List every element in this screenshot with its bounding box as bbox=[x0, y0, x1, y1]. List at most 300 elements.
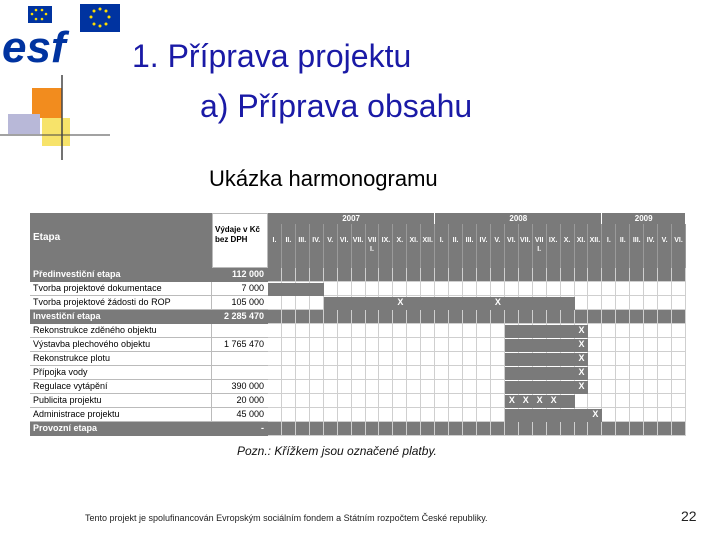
grid-cell bbox=[588, 338, 602, 352]
grid-cell bbox=[338, 380, 352, 394]
grid-cell bbox=[407, 366, 421, 380]
grid-cell bbox=[352, 380, 366, 394]
grid-cell bbox=[352, 324, 366, 338]
grid-cell bbox=[449, 394, 463, 408]
grid-cell bbox=[435, 380, 449, 394]
grid-cell bbox=[477, 352, 491, 366]
grid-cell bbox=[630, 282, 644, 296]
grid-cell bbox=[379, 338, 393, 352]
grid-cell bbox=[296, 380, 310, 394]
esf-eu-logo bbox=[0, 0, 125, 70]
grid-cell bbox=[477, 310, 491, 324]
grid-cell bbox=[407, 324, 421, 338]
grid-cell bbox=[435, 282, 449, 296]
month-header: III. bbox=[630, 224, 644, 268]
grid-cell bbox=[547, 422, 561, 436]
grid-cell bbox=[282, 268, 296, 282]
grid-cell bbox=[672, 310, 686, 324]
grid-cell bbox=[268, 268, 282, 282]
grid-cell bbox=[352, 352, 366, 366]
month-header: II. bbox=[616, 224, 630, 268]
grid-cell bbox=[379, 310, 393, 324]
grid-cell bbox=[449, 422, 463, 436]
grid-cell bbox=[282, 408, 296, 422]
stage-row-label: Investiční etapa bbox=[30, 310, 212, 324]
grid-cell bbox=[282, 338, 296, 352]
grid-cell bbox=[366, 394, 380, 408]
month-header: VI. bbox=[672, 224, 686, 268]
grid-cell bbox=[491, 394, 505, 408]
grid-cell bbox=[575, 422, 589, 436]
grid-cell bbox=[310, 380, 324, 394]
grid-cell bbox=[393, 352, 407, 366]
grid-cell bbox=[268, 352, 282, 366]
grid-cell bbox=[658, 310, 672, 324]
grid-cell bbox=[616, 352, 630, 366]
grid-cell bbox=[602, 408, 616, 422]
grid-cell bbox=[505, 310, 519, 324]
grid-cell bbox=[366, 352, 380, 366]
month-header: X. bbox=[561, 224, 575, 268]
grid-cell bbox=[561, 282, 575, 296]
grid-cell bbox=[407, 422, 421, 436]
month-header: XI. bbox=[575, 224, 589, 268]
stage-row-label: Provozní etapa bbox=[30, 422, 212, 436]
grid-cell bbox=[672, 282, 686, 296]
grid-cell bbox=[463, 324, 477, 338]
activity-bar bbox=[268, 283, 324, 296]
grid-cell bbox=[407, 394, 421, 408]
grid-cell bbox=[352, 394, 366, 408]
grid-cell bbox=[435, 310, 449, 324]
grid-cell bbox=[630, 324, 644, 338]
grid-cell bbox=[644, 408, 658, 422]
grid-cell bbox=[282, 352, 296, 366]
grid-cell bbox=[310, 338, 324, 352]
grid-cell bbox=[491, 380, 505, 394]
grid-cell bbox=[672, 380, 686, 394]
month-header: VII. bbox=[352, 224, 366, 268]
grid-cell bbox=[588, 352, 602, 366]
grid-cell bbox=[519, 310, 533, 324]
grid-cell bbox=[588, 324, 602, 338]
grid-cell bbox=[477, 338, 491, 352]
grid-cell bbox=[463, 380, 477, 394]
item-row-label: Regulace vytápění bbox=[30, 380, 212, 394]
grid-cell bbox=[449, 282, 463, 296]
grid-cell bbox=[547, 282, 561, 296]
grid-cell bbox=[366, 282, 380, 296]
grid-cell bbox=[366, 422, 380, 436]
grid-cell bbox=[449, 352, 463, 366]
grid-cell bbox=[324, 282, 338, 296]
item-row-label: Výstavba plechového objektu bbox=[30, 338, 212, 352]
grid-cell bbox=[630, 394, 644, 408]
grid-cell bbox=[672, 296, 686, 310]
grid-cell bbox=[310, 366, 324, 380]
grid-cell bbox=[477, 394, 491, 408]
grid-cell bbox=[575, 310, 589, 324]
grid-cell bbox=[588, 366, 602, 380]
grid-cell bbox=[268, 394, 282, 408]
grid-cell bbox=[602, 324, 616, 338]
grid-cell bbox=[463, 366, 477, 380]
grid-cell bbox=[449, 380, 463, 394]
grid-cell bbox=[407, 408, 421, 422]
grid-cell bbox=[644, 366, 658, 380]
grid-cell bbox=[491, 310, 505, 324]
payment-mark: X bbox=[578, 353, 585, 363]
grid-cell bbox=[616, 408, 630, 422]
month-header: XII. bbox=[588, 224, 602, 268]
grid-cell bbox=[672, 408, 686, 422]
grid-cell bbox=[658, 296, 672, 310]
grid-cell bbox=[421, 310, 435, 324]
grid-cell bbox=[533, 268, 547, 282]
payment-mark: X bbox=[508, 395, 515, 405]
grid-cell bbox=[435, 394, 449, 408]
grid-cell bbox=[366, 366, 380, 380]
grid-cell bbox=[393, 380, 407, 394]
grid-cell bbox=[310, 408, 324, 422]
month-header: V. bbox=[324, 224, 338, 268]
grid-cell bbox=[324, 380, 338, 394]
month-header: IV. bbox=[477, 224, 491, 268]
grid-cell bbox=[379, 394, 393, 408]
grid-cell bbox=[561, 422, 575, 436]
grid-cell bbox=[324, 394, 338, 408]
grid-cell bbox=[352, 408, 366, 422]
grid-cell bbox=[379, 268, 393, 282]
month-header: IX. bbox=[547, 224, 561, 268]
grid-cell bbox=[435, 324, 449, 338]
grid-cell bbox=[379, 352, 393, 366]
stage-row-cost: 112 000 bbox=[212, 268, 268, 282]
grid-cell bbox=[477, 268, 491, 282]
grid-cell bbox=[644, 422, 658, 436]
grid-cell bbox=[338, 366, 352, 380]
grid-cell bbox=[268, 310, 282, 324]
grid-cell bbox=[463, 394, 477, 408]
grid-cell bbox=[352, 422, 366, 436]
grid-cell bbox=[658, 366, 672, 380]
grid-cell bbox=[282, 422, 296, 436]
payment-mark: X bbox=[578, 395, 585, 405]
grid-cell bbox=[533, 422, 547, 436]
grid-cell bbox=[324, 408, 338, 422]
payment-mark: X bbox=[592, 409, 599, 419]
grid-cell bbox=[421, 422, 435, 436]
grid-cell bbox=[310, 296, 324, 310]
month-header: V. bbox=[658, 224, 672, 268]
month-header: III. bbox=[463, 224, 477, 268]
grid-cell bbox=[491, 338, 505, 352]
grid-cell bbox=[352, 282, 366, 296]
grid-cell bbox=[310, 422, 324, 436]
grid-cell bbox=[366, 408, 380, 422]
grid-cell bbox=[449, 324, 463, 338]
grid-cell bbox=[449, 408, 463, 422]
grid-cell bbox=[616, 296, 630, 310]
grid-cell bbox=[519, 422, 533, 436]
page-number: 22 bbox=[681, 508, 697, 524]
year-header-2008: 2008 bbox=[435, 213, 602, 224]
grid-cell bbox=[338, 352, 352, 366]
grid-cell bbox=[658, 408, 672, 422]
grid-cell bbox=[310, 268, 324, 282]
grid-cell bbox=[379, 324, 393, 338]
grid-cell bbox=[630, 338, 644, 352]
grid-cell bbox=[616, 324, 630, 338]
payment-mark: X bbox=[578, 339, 585, 349]
grid-cell bbox=[561, 310, 575, 324]
grid-cell bbox=[672, 338, 686, 352]
month-header: IV. bbox=[644, 224, 658, 268]
stage-row-cost: 2 285 470 bbox=[212, 310, 268, 324]
payment-mark: X bbox=[522, 395, 529, 405]
cost-header-label: Výdaje v Kč bez DPH bbox=[215, 225, 260, 244]
grid-cell bbox=[310, 394, 324, 408]
grid-cell bbox=[379, 366, 393, 380]
grid-cell bbox=[268, 366, 282, 380]
grid-cell bbox=[588, 268, 602, 282]
grid-cell bbox=[407, 310, 421, 324]
grid-cell bbox=[268, 380, 282, 394]
page-title: 1. Příprava projektu bbox=[132, 38, 412, 74]
grid-cell bbox=[282, 380, 296, 394]
grid-cell bbox=[296, 408, 310, 422]
grid-cell bbox=[324, 352, 338, 366]
grid-cell bbox=[616, 268, 630, 282]
grid-cell bbox=[449, 366, 463, 380]
grid-cell bbox=[449, 268, 463, 282]
grid-cell bbox=[477, 282, 491, 296]
grid-cell bbox=[393, 268, 407, 282]
grid-cell bbox=[630, 352, 644, 366]
page-subtitle-heading: a) Příprava obsahu bbox=[200, 88, 473, 124]
grid-cell bbox=[296, 324, 310, 338]
grid-cell bbox=[602, 310, 616, 324]
grid-cell bbox=[435, 422, 449, 436]
grid-cell bbox=[602, 380, 616, 394]
grid-cell bbox=[630, 268, 644, 282]
stage-row-cost: - bbox=[212, 422, 268, 436]
grid-cell bbox=[296, 394, 310, 408]
payment-mark: X bbox=[578, 367, 585, 377]
grid-cell bbox=[393, 422, 407, 436]
month-header: I. bbox=[602, 224, 616, 268]
grid-cell bbox=[491, 366, 505, 380]
grid-cell bbox=[366, 268, 380, 282]
grid-cell bbox=[658, 282, 672, 296]
item-row-cost: 20 000 bbox=[212, 394, 268, 408]
grid-cell bbox=[533, 282, 547, 296]
item-row-label: Rekonstrukce plotu bbox=[30, 352, 212, 366]
payment-mark: X bbox=[578, 325, 585, 335]
grid-cell bbox=[282, 394, 296, 408]
grid-cell bbox=[658, 394, 672, 408]
decorative-squares bbox=[0, 70, 110, 170]
item-row-cost: 1 765 470 bbox=[212, 338, 268, 352]
grid-cell bbox=[505, 422, 519, 436]
month-header: VIII. bbox=[366, 224, 380, 268]
grid-cell bbox=[658, 338, 672, 352]
harmonogram-table bbox=[30, 213, 686, 432]
grid-cell bbox=[477, 324, 491, 338]
grid-cell bbox=[268, 338, 282, 352]
month-header: XI. bbox=[407, 224, 421, 268]
item-row-cost bbox=[212, 366, 268, 380]
item-row-label: Přípojka vody bbox=[30, 366, 212, 380]
grid-cell bbox=[463, 408, 477, 422]
grid-cell bbox=[616, 282, 630, 296]
item-row-cost: 7 000 bbox=[212, 282, 268, 296]
grid-cell bbox=[630, 422, 644, 436]
item-row-label: Rekonstrukce zděného objektu bbox=[30, 324, 212, 338]
grid-cell bbox=[338, 268, 352, 282]
grid-cell bbox=[505, 282, 519, 296]
grid-cell bbox=[602, 282, 616, 296]
grid-cell bbox=[435, 408, 449, 422]
item-row-cost: 105 000 bbox=[212, 296, 268, 310]
grid-cell bbox=[575, 268, 589, 282]
grid-cell bbox=[421, 324, 435, 338]
grid-cell bbox=[630, 296, 644, 310]
grid-cell bbox=[435, 268, 449, 282]
grid-cell bbox=[630, 408, 644, 422]
grid-cell bbox=[463, 352, 477, 366]
month-header: VI. bbox=[505, 224, 519, 268]
grid-cell bbox=[477, 422, 491, 436]
grid-cell bbox=[588, 282, 602, 296]
footer-text: Tento projekt je spolufinancován Evropským sociálním fondem a Státním rozpočtem České republiky. bbox=[85, 513, 488, 523]
grid-cell bbox=[296, 338, 310, 352]
grid-cell bbox=[602, 394, 616, 408]
grid-cell bbox=[561, 268, 575, 282]
grid-cell bbox=[602, 422, 616, 436]
grid-cell bbox=[393, 282, 407, 296]
grid-cell bbox=[421, 338, 435, 352]
grid-cell bbox=[547, 310, 561, 324]
grid-cell bbox=[672, 366, 686, 380]
grid-cell bbox=[338, 422, 352, 436]
grid-cell bbox=[644, 296, 658, 310]
grid-cell bbox=[588, 310, 602, 324]
grid-cell bbox=[435, 338, 449, 352]
grid-cell bbox=[421, 366, 435, 380]
grid-cell bbox=[658, 380, 672, 394]
grid-cell bbox=[296, 352, 310, 366]
grid-cell bbox=[644, 282, 658, 296]
grid-cell bbox=[435, 352, 449, 366]
grid-cell bbox=[393, 394, 407, 408]
grid-cell bbox=[630, 380, 644, 394]
month-header: VII. bbox=[519, 224, 533, 268]
grid-cell bbox=[393, 338, 407, 352]
grid-cell bbox=[602, 268, 616, 282]
payment-mark: X bbox=[536, 395, 543, 405]
grid-cell bbox=[491, 352, 505, 366]
grid-cell bbox=[463, 338, 477, 352]
grid-cell bbox=[463, 268, 477, 282]
grid-cell bbox=[310, 324, 324, 338]
payment-mark: X bbox=[578, 381, 585, 391]
grid-cell bbox=[338, 324, 352, 338]
grid-cell bbox=[547, 268, 561, 282]
grid-cell bbox=[672, 268, 686, 282]
grid-cell bbox=[602, 296, 616, 310]
grid-cell bbox=[644, 380, 658, 394]
grid-cell bbox=[644, 310, 658, 324]
grid-cell bbox=[407, 380, 421, 394]
item-row-cost bbox=[212, 352, 268, 366]
grid-cell bbox=[282, 324, 296, 338]
month-header: XII. bbox=[421, 224, 435, 268]
grid-cell bbox=[366, 324, 380, 338]
grid-cell bbox=[588, 296, 602, 310]
grid-cell bbox=[616, 338, 630, 352]
item-row-label: Publicita projektu bbox=[30, 394, 212, 408]
grid-cell bbox=[588, 394, 602, 408]
month-header: III. bbox=[296, 224, 310, 268]
grid-cell bbox=[379, 282, 393, 296]
grid-cell bbox=[421, 352, 435, 366]
grid-cell bbox=[602, 366, 616, 380]
grid-cell bbox=[491, 282, 505, 296]
grid-cell bbox=[421, 408, 435, 422]
grid-cell bbox=[575, 282, 589, 296]
grid-cell bbox=[282, 310, 296, 324]
grid-cell bbox=[324, 422, 338, 436]
stage-row-label: Předinvestiční etapa bbox=[30, 268, 212, 282]
year-header-2007: 2007 bbox=[268, 213, 435, 224]
month-header: II. bbox=[449, 224, 463, 268]
grid-cell bbox=[268, 422, 282, 436]
grid-cell bbox=[366, 338, 380, 352]
month-header: V. bbox=[491, 224, 505, 268]
grid-cell bbox=[407, 282, 421, 296]
grid-cell bbox=[352, 268, 366, 282]
month-header: I. bbox=[268, 224, 282, 268]
item-row-label: Administrace projektu bbox=[30, 408, 212, 422]
grid-cell bbox=[616, 422, 630, 436]
month-header: VI. bbox=[338, 224, 352, 268]
month-header: X. bbox=[393, 224, 407, 268]
grid-cell bbox=[393, 324, 407, 338]
grid-cell bbox=[282, 296, 296, 310]
month-header: I. bbox=[435, 224, 449, 268]
grid-cell bbox=[644, 324, 658, 338]
grid-cell bbox=[616, 380, 630, 394]
grid-cell bbox=[519, 282, 533, 296]
payment-mark: X bbox=[397, 297, 404, 307]
month-header: IX. bbox=[379, 224, 393, 268]
grid-cell bbox=[491, 422, 505, 436]
grid-cell bbox=[310, 310, 324, 324]
grid-cell bbox=[463, 282, 477, 296]
grid-cell bbox=[658, 422, 672, 436]
grid-cell bbox=[588, 380, 602, 394]
grid-cell bbox=[296, 296, 310, 310]
year-header-2009: 2009 bbox=[602, 213, 686, 224]
grid-cell bbox=[477, 380, 491, 394]
item-row-label: Tvorba projektové žádosti do ROP bbox=[30, 296, 212, 310]
grid-cell bbox=[296, 366, 310, 380]
grid-cell bbox=[338, 310, 352, 324]
stage-header-label: Etapa bbox=[33, 232, 61, 243]
grid-cell bbox=[338, 338, 352, 352]
grid-cell bbox=[463, 310, 477, 324]
